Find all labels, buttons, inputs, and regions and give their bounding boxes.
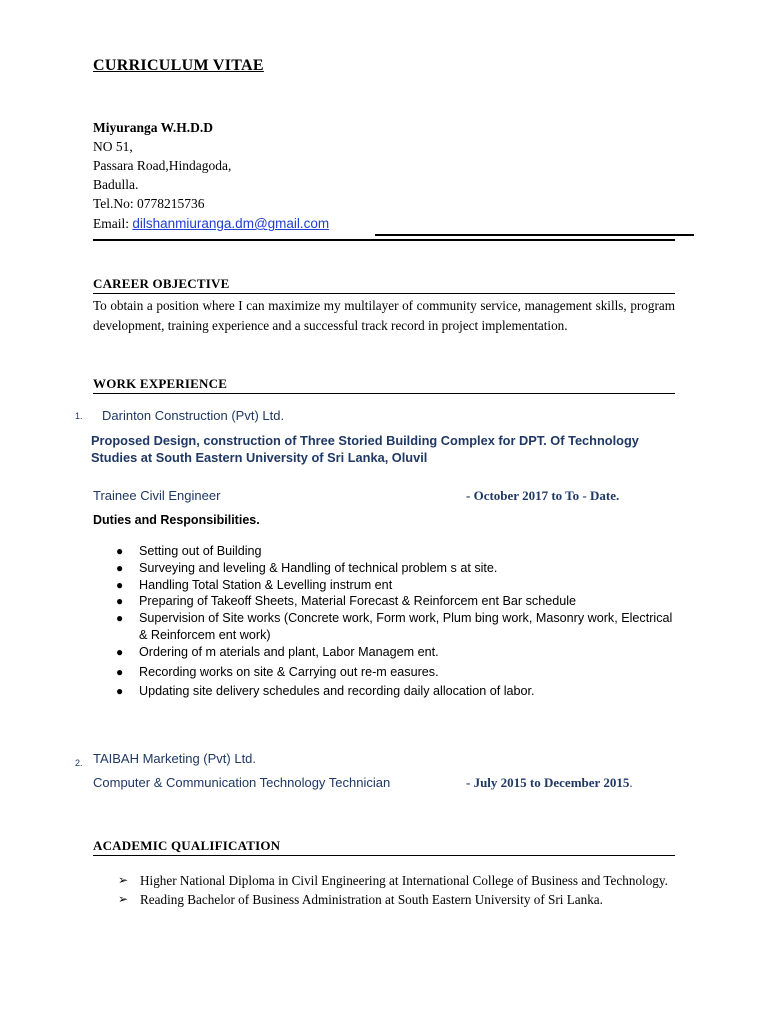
work-experience-heading: WORK EXPERIENCE xyxy=(93,376,228,391)
applicant-name: Miyuranga W.H.D.D xyxy=(93,120,214,135)
list-item: ● Surveying and leveling & Handling of technical problem s at site. xyxy=(116,560,498,575)
header-divider-top xyxy=(375,234,694,236)
job-dates: - July 2015 to December 2015. xyxy=(466,775,633,790)
job-number: 2. xyxy=(75,758,83,768)
bullet-icon: ● xyxy=(116,611,124,626)
arrow-bullet-icon: ➢ xyxy=(118,892,129,906)
project-description: Proposed Design, construction of Three Storied Building Complex for DPT. Of Technology Studies at South Eastern University of Sri Lanka, Oluvil xyxy=(91,433,639,465)
qualifications-list xyxy=(118,871,674,909)
email-line xyxy=(93,216,329,232)
job-number: 1. xyxy=(75,411,83,421)
phone-number: Tel.No: 0778215736 xyxy=(93,196,205,211)
list-item: ● Supervision of Site works (Concrete work, Form work, Plum bing work, Masonry work, Electrical & Reinforcem ent work) xyxy=(116,611,673,642)
arrow-bullet-icon: ➢ xyxy=(118,873,129,887)
bullet-icon: ● xyxy=(116,560,124,575)
list-item: ● Recording works on site & Carrying out re-m easures. xyxy=(116,664,439,679)
job-role: Computer & Communication Technology Technician xyxy=(93,775,391,790)
job-role: Trainee Civil Engineer xyxy=(93,488,221,503)
address-line-3: Badulla. xyxy=(93,177,139,192)
document-title: CURRICULUM VITAE xyxy=(93,57,264,74)
duties-heading: Duties and Responsibilities. xyxy=(93,513,260,527)
address-line-2: Passara Road,Hindagoda, xyxy=(93,158,232,173)
list-item: ● Preparing of Takeoff Sheets, Material Forecast & Reinforcem ent Bar schedule xyxy=(116,594,577,609)
bullet-icon: ● xyxy=(116,594,124,609)
list-item: ● Setting out of Building xyxy=(116,544,262,558)
career-objective-heading: CAREER OBJECTIVE xyxy=(93,276,230,291)
list-item: ● Ordering of m aterials and plant, Labor Managem ent. xyxy=(116,644,439,659)
bullet-icon: ● xyxy=(116,544,124,558)
company-name: TAIBAH Marketing (Pvt) Ltd. xyxy=(93,751,257,766)
bullet-icon: ● xyxy=(116,684,124,699)
job-dates: - October 2017 to To - Date. xyxy=(466,488,620,503)
company-name: Darinton Construction (Pvt) Ltd. xyxy=(102,408,285,423)
career-objective-text: To obtain a position where I can maximize my multilayer of community service, management skills, program development, training experience and a successful track record in project implementation. xyxy=(93,298,675,333)
academic-heading: ACADEMIC QUALIFICATION xyxy=(93,838,281,853)
address-line-1: NO 51, xyxy=(93,139,133,154)
bullet-icon: ● xyxy=(116,644,124,659)
career-objective-rule xyxy=(93,293,675,294)
list-item: ➢ Reading Bachelor of Business Administration at South Eastern University of Sri Lanka. xyxy=(118,892,603,907)
duties-list xyxy=(116,543,676,700)
bullet-icon: ● xyxy=(116,664,124,679)
work-experience-rule xyxy=(93,393,675,394)
email-link[interactable]: dilshanmiuranga.dm@gmail.com xyxy=(132,216,330,231)
list-item: ● Updating site delivery schedules and recording daily allocation of labor. xyxy=(116,684,535,699)
list-item: ➢ Higher National Diploma in Civil Engineering at International College of Business and Technology. xyxy=(118,873,668,888)
email-label: Email: xyxy=(93,216,133,231)
academic-rule xyxy=(93,855,675,856)
list-item: ● Handling Total Station & Levelling instrum ent xyxy=(116,577,393,592)
header-divider-bottom xyxy=(93,239,675,241)
bullet-icon: ● xyxy=(116,577,124,592)
